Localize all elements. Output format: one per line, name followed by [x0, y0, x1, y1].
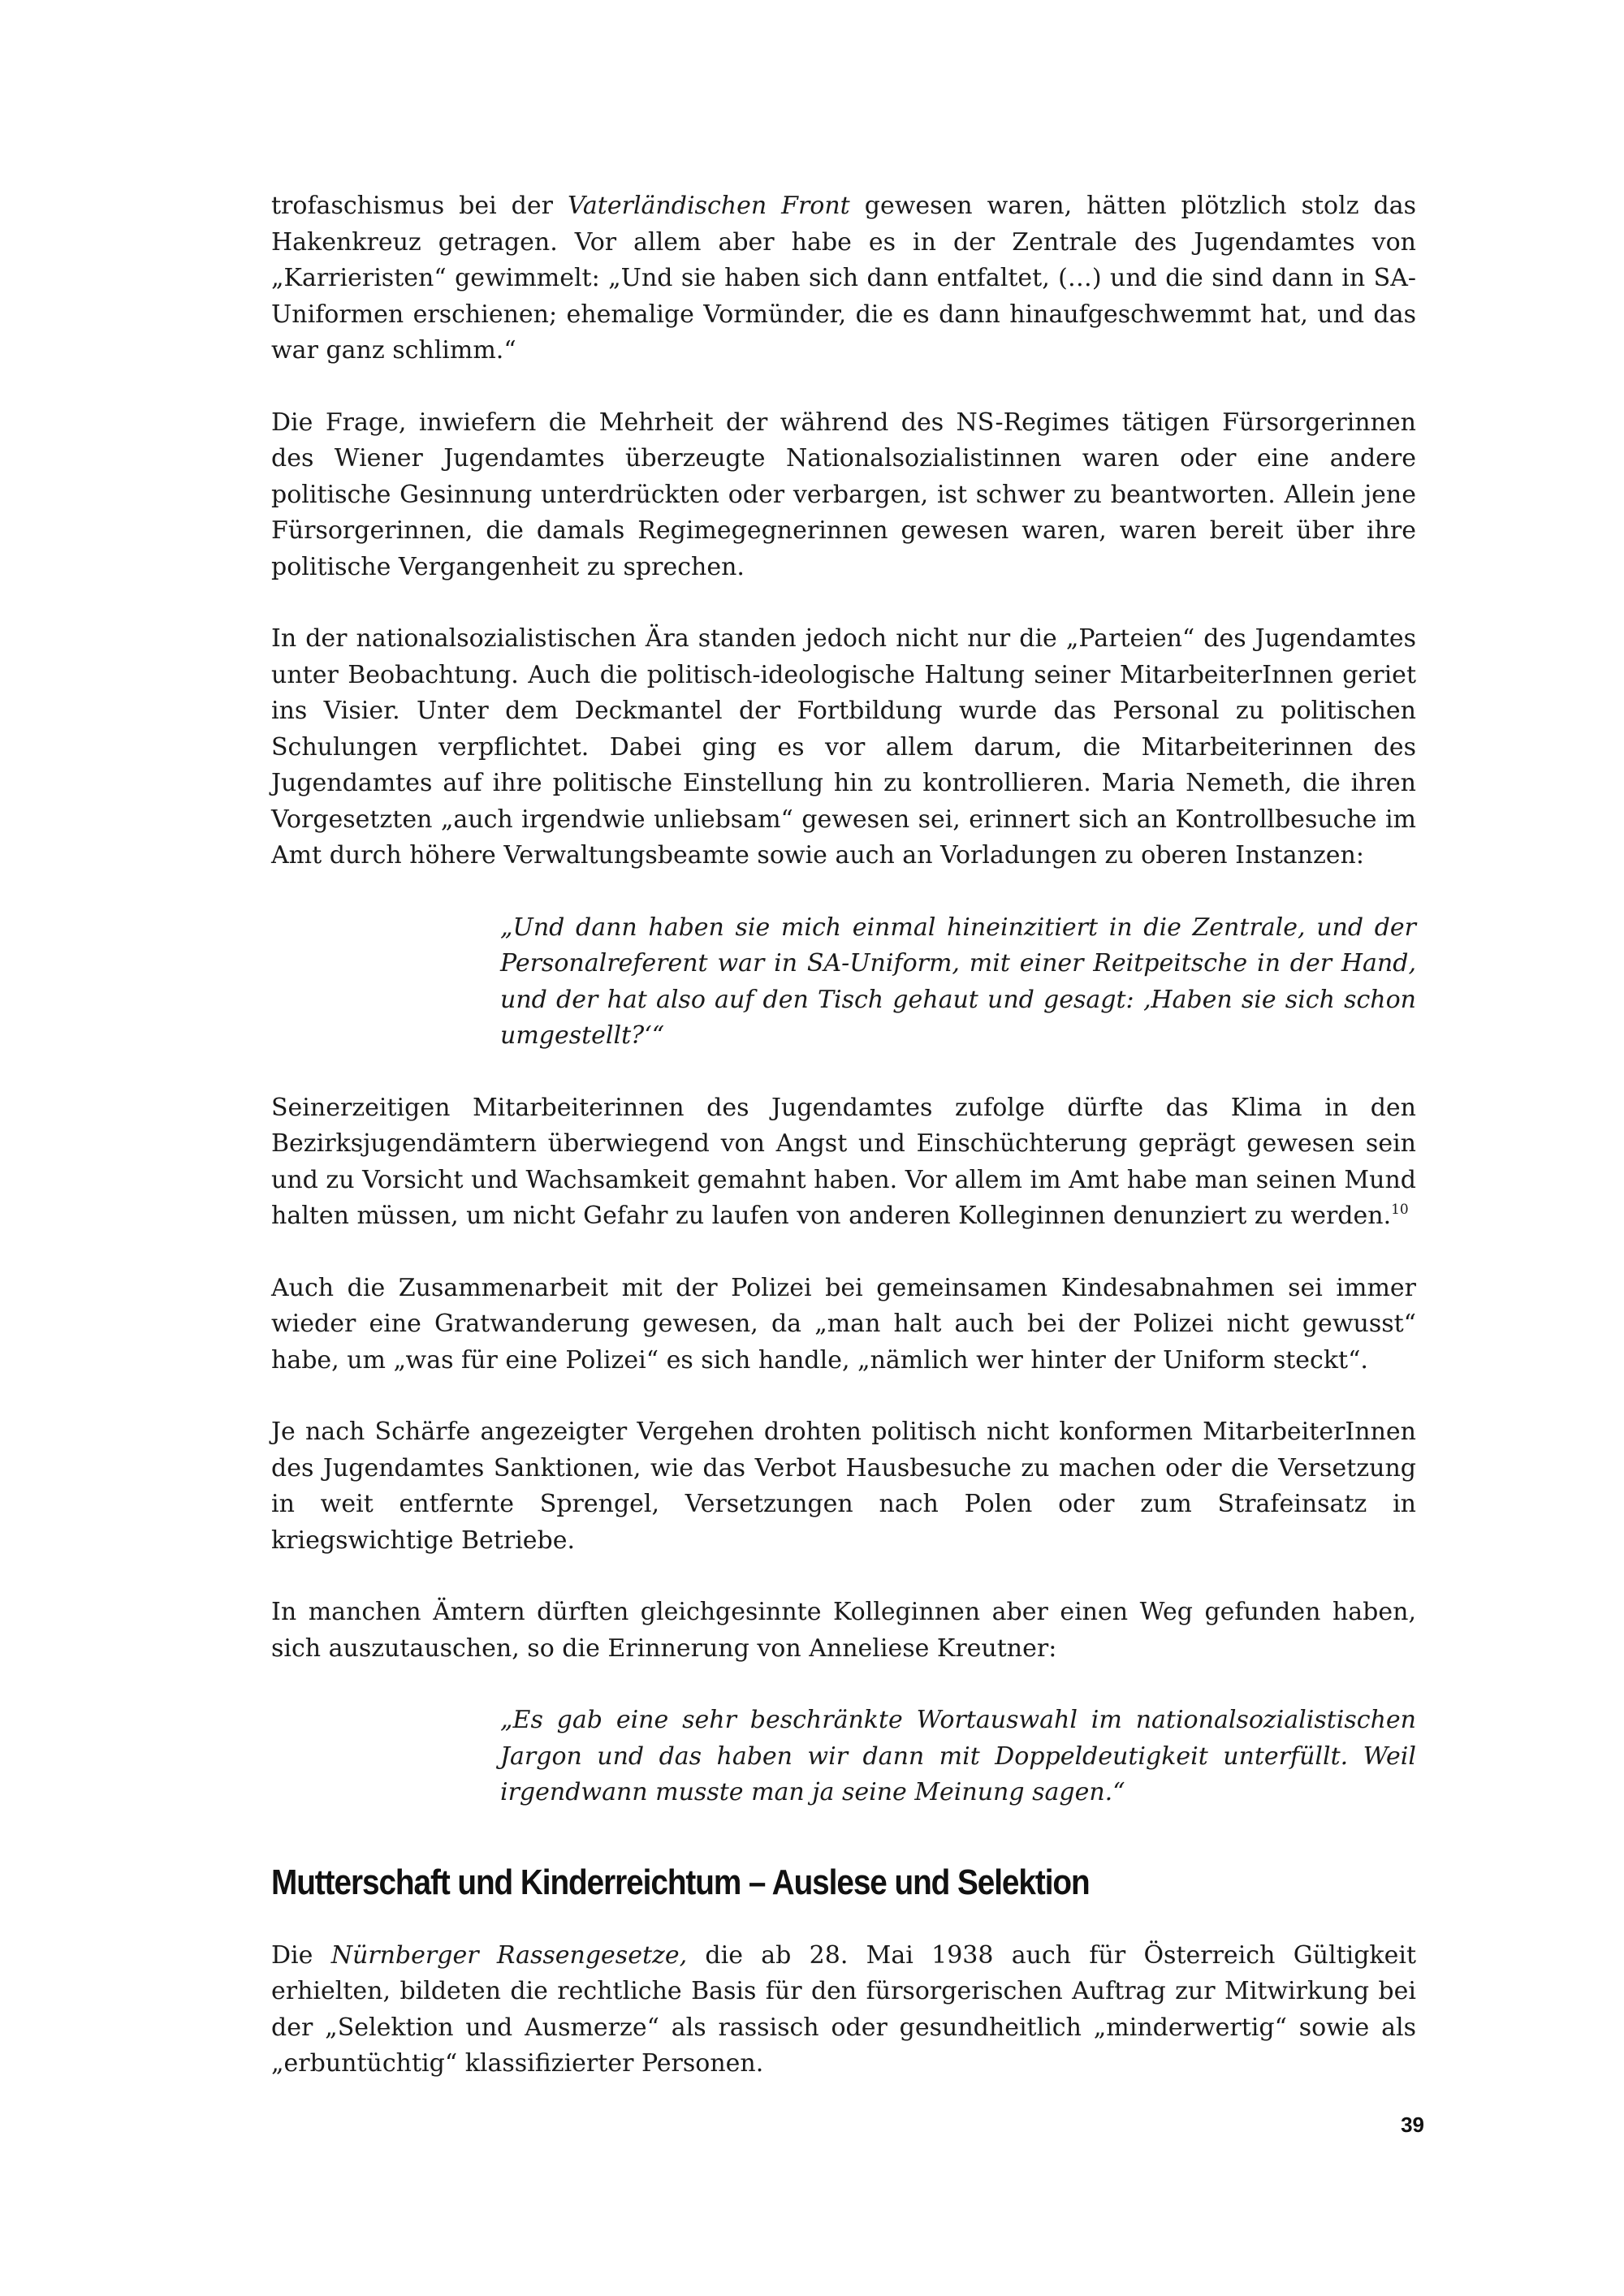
paragraph-2: Die Frage, inwiefern die Mehrheit der während des NS-Regimes tätigen Fürsorgerinnen des Wiener Jugendamtes überzeugte Nationalsozialistinnen waren oder eine andere politische Gesinnung unterdrückten oder verbargen, ist schwer zu beantworten. Allein jene Fürsorgerinnen, die damals Regimegegnerinnen gewesen waren, waren bereit über ihre politische Vergangenheit zu sprechen.	[271, 408, 1416, 581]
law-name: Nürnberger Rassengesetze,	[330, 1940, 688, 1970]
paragraph-8-text-a: Die	[271, 1940, 331, 1970]
paragraph-8-text-b: die ab 28. Mai 1938 auch für Österreich Gültigkeit erhielten, bildeten die rechtliche Basis für den fürsorgerischen Auftrag zur Mitwirkung bei der „Selektion und Ausmerze“ als rassisch oder gesundheitlich „minderwertig“ sowie als „erbuntüchtig“ klassifizierter Personen.	[271, 1940, 1417, 2078]
paragraph-3: In der nationalsozialistischen Ära standen jedoch nicht nur die „Parteien“ des Jugendamtes unter Beobachtung. Auch die politisch-ideologische Haltung seiner MitarbeiterInnen geriet ins Visier. Unter dem Deckmantel der Fortbildung wurde das Personal zu politischen Schulungen verpflichtet. Dabei ging es vor allem darum, die Mitarbeiterinnen des Jugendamtes auf ihre politische Einstellung hin zu kontrollieren. Maria Nemeth, die ihren Vorgesetzten „auch irgendwie unliebsam“ gewesen sei, erinnert sich an Kontrollbesuche im Amt durch höhere Verwaltungsbeamte sowie auch an Vorladungen zu oberen Instanzen:	[271, 624, 1416, 870]
organization-name: Vaterländischen Front	[568, 192, 850, 220]
paragraph-4	[271, 1090, 1416, 1235]
section-heading: Mutterschaft und Kinderreichtum – Auslese und Selektion	[271, 1862, 1090, 1902]
paragraph-6: Je nach Schärfe angezeigter Vergehen drohten politisch nicht konformen MitarbeiterInnen des Jugendamtes Sanktionen, wie das Verbot Hausbesuche zu machen oder die Versetzung in weit entfernte Sprengel, Versetzungen nach Polen oder zum Strafeinsatz in kriegswichtige Betriebe.	[271, 1418, 1416, 1555]
page-number: 39	[1401, 2113, 1424, 2137]
paragraph-7: In manchen Ämtern dürften gleichgesinnte Kolleginnen aber einen Weg gefunden haben, sich auszutauschen, so die Erinnerung von Anneliese Kreutner:	[271, 1598, 1416, 1663]
block-quote-1: „Und dann haben sie mich einmal hineinzitiert in die Zentrale, und der Personalreferent war in SA-Uniform, mit einer Reitpeitsche in der Hand, und der hat also auf den Tisch gehaut und gesagt: ‚Haben sie sich schon umgestellt?‘“	[500, 913, 1416, 1050]
page-body	[271, 188, 1416, 2118]
paragraph-1-text-b: gewesen waren, hätten plötzlich stolz das Hakenkreuz getragen. Vor allem aber habe es in der Zentrale des Jugendamtes von „Karrieristen“ gewimmelt: „Und sie haben sich dann entfaltet, (…) und die sind dann in SA-Uniformen erschienen; ehemalige Vormünder, die es dann hinaufgeschwemmt hat, und das war ganz schlimm.“	[271, 192, 1416, 365]
footnote-marker: 10	[1391, 1202, 1409, 1218]
paragraph-4-text: Seinerzeitigen Mitarbeiterinnen des Jugendamtes zufolge dürfte das Klima in den Bezirksjugendämtern überwiegend von Angst und Einschüchterung geprägt gewesen sein und zu Vorsicht und Wachsamkeit gemahnt haben. Vor allem im Amt habe man seinen Mund halten müssen, um nicht Gefahr zu laufen von anderen Kolleginnen denunziert zu werden.	[271, 1093, 1416, 1230]
paragraph-8	[271, 1938, 1416, 2082]
block-quote-2: „Es gab eine sehr beschränkte Wortauswahl im nationalsozialistischen Jargon und das haben wir dann mit Doppeldeutigkeit unterfüllt. Weil irgendwann musste man ja seine Meinung sagen.“	[500, 1706, 1416, 1806]
paragraph-1	[271, 188, 1416, 369]
paragraph-5: Auch die Zusammenarbeit mit der Polizei bei gemeinsamen Kindesabnahmen sei immer wieder eine Gratwanderung gewesen, da „man halt auch bei der Polizei nicht gewusst“ habe, um „was für eine Polizei“ es sich handle, „nämlich wer hinter der Uniform steckt“.	[271, 1273, 1416, 1375]
paragraph-1-text-a: trofaschismus bei der	[271, 192, 568, 220]
